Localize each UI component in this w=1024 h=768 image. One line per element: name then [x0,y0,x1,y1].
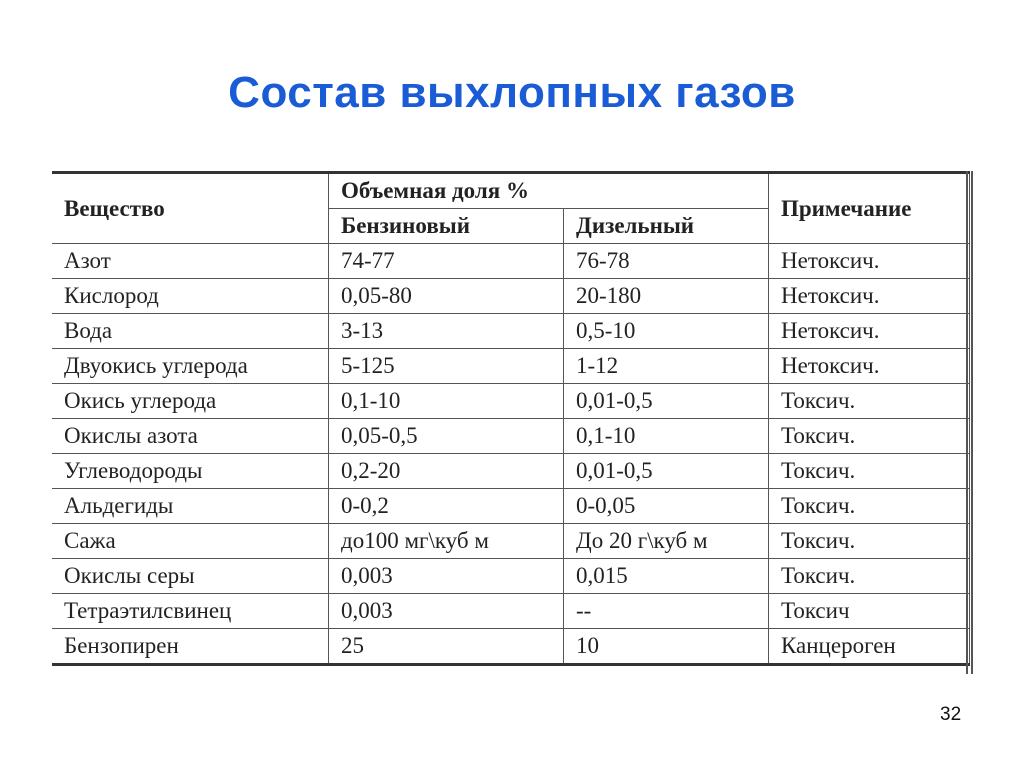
header-diesel: Дизельный [564,209,769,244]
table-row [52,384,970,419]
cell-note: Нетоксич. [769,244,970,279]
table-right-border [966,171,973,674]
cell-substance: Бензопирен [52,629,329,665]
cell-gasoline: 0-0,2 [329,489,564,524]
cell-gasoline: 0,05-80 [329,279,564,314]
cell-substance: Двуокись углерода [52,349,329,384]
cell-note: Токсич. [769,489,970,524]
cell-note: Канцероген [769,629,970,665]
header-note: Примечание [769,173,970,244]
cell-diesel: 1-12 [564,349,769,384]
cell-note: Токсич. [769,524,970,559]
cell-diesel: 0,1-10 [564,419,769,454]
cell-note: Токсич [769,594,970,629]
table-row [52,349,970,384]
cell-substance: Альдегиды [52,489,329,524]
cell-gasoline: 0,1-10 [329,384,564,419]
cell-note: Токсич. [769,454,970,489]
slide-title: Состав выхлопных газов [228,68,796,117]
exhaust-composition-table [52,171,970,666]
cell-gasoline: 5-125 [329,349,564,384]
cell-diesel: 0,5-10 [564,314,769,349]
cell-diesel: -- [564,594,769,629]
table-body [52,244,970,665]
table-row [52,629,970,665]
table-row [52,279,970,314]
table-row [52,244,970,279]
cell-diesel: 0,01-0,5 [564,384,769,419]
cell-diesel: 0-0,05 [564,489,769,524]
cell-substance: Окислы азота [52,419,329,454]
cell-substance: Азот [52,244,329,279]
cell-diesel: 76-78 [564,244,769,279]
cell-gasoline: 0,2-20 [329,454,564,489]
cell-diesel: До 20 г\куб м [564,524,769,559]
cell-substance: Сажа [52,524,329,559]
cell-note: Токсич. [769,559,970,594]
cell-note: Токсич. [769,419,970,454]
cell-note: Нетоксич. [769,349,970,384]
cell-substance: Окислы серы [52,559,329,594]
table-row [52,454,970,489]
cell-gasoline: 0,003 [329,594,564,629]
header-gasoline: Бензиновый [329,209,564,244]
table-row [52,559,970,594]
cell-substance: Окись углерода [52,384,329,419]
cell-diesel: 20-180 [564,279,769,314]
cell-note: Нетоксич. [769,314,970,349]
table-row [52,524,970,559]
cell-substance: Вода [52,314,329,349]
page-number: 32 [940,704,962,725]
cell-gasoline: 74-77 [329,244,564,279]
header-substance: Вещество [52,173,329,244]
table-header-row [52,173,970,209]
cell-diesel: 0,015 [564,559,769,594]
cell-substance: Углеводороды [52,454,329,489]
table-row [52,314,970,349]
cell-gasoline: 25 [329,629,564,665]
table-row [52,489,970,524]
cell-gasoline: 0,003 [329,559,564,594]
cell-substance: Кислород [52,279,329,314]
cell-gasoline: до100 мг\куб м [329,524,564,559]
cell-substance: Тетраэтилсвинец [52,594,329,629]
cell-gasoline: 3-13 [329,314,564,349]
cell-note: Нетоксич. [769,279,970,314]
cell-gasoline: 0,05-0,5 [329,419,564,454]
cell-diesel: 10 [564,629,769,665]
table-row [52,594,970,629]
exhaust-composition-table-container [52,171,970,666]
cell-diesel: 0,01-0,5 [564,454,769,489]
header-volume-fraction: Объемная доля % [329,173,769,209]
cell-note: Токсич. [769,384,970,419]
table-row [52,419,970,454]
